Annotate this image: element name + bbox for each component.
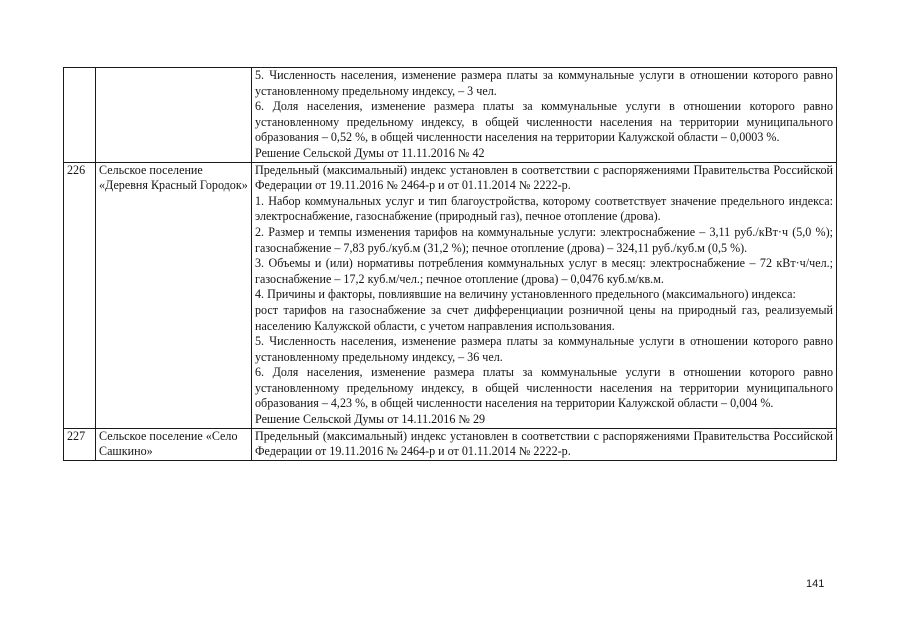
decision-reference: Решение Сельской Думы от 14.11.2016 № 29 — [255, 412, 486, 427]
row-description — [252, 162, 837, 428]
paragraph: Предельный (максимальный) индекс установлен в соответствии с распоряжениями Правительства Российской Федерации от 19.11.2016 № 2464-р и от 01.11.2014 № 2222-р. — [255, 428, 833, 459]
municipality-name: Сельское поселение «Деревня Красный Городок» — [96, 162, 252, 428]
paragraph: 2. Размер и темпы изменения тарифов на коммунальные услуги: электроснабжение – 3,11 руб./кВт·ч (5,0 %); газоснабжение – 7,83 руб./куб.м (31,2 %); печное отопление (дрова) – 324,11 руб./куб.м (0,5 %). — [255, 224, 833, 255]
indices-table — [63, 67, 837, 461]
row-number — [64, 68, 96, 163]
table-row — [64, 428, 837, 460]
municipality-name: Сельское поселение «Село Сашкино» — [96, 428, 252, 460]
paragraph: Предельный (максимальный) индекс установлен в соответствии с распоряжениями Правительства Российской Федерации от 19.11.2016 № 2464-р и от 01.11.2014 № 2222-р. — [255, 162, 833, 193]
row-number: 227 — [64, 428, 96, 460]
decision-reference: Решение Сельской Думы от 11.11.2016 № 42 — [255, 145, 485, 160]
municipality-name — [96, 68, 252, 163]
row-number: 226 — [64, 162, 96, 428]
row-description — [252, 428, 837, 460]
paragraph: 6. Доля населения, изменение размера платы за коммунальные услуги в отношении которого равно установленному предельному индексу, в общей численности населения на территории муниципального образования – 0,52 %, в общей численности населения на территории Калужской области – 0,0003 %. — [255, 99, 833, 145]
paragraph: 5. Численность населения, изменение размера платы за коммунальные услуги в отношении которого равно установленному предельному индексу, – 3 чел. — [255, 68, 833, 98]
paragraph: 3. Объемы и (или) нормативы потребления коммунальных услуг в месяц: электроснабжение – 72 кВт·ч/чел.; газоснабжение – 17,2 куб.м/чел.; печное отопление (дрова) – 0,0476 куб.м/кв.м. — [255, 256, 833, 286]
table-row — [64, 68, 837, 163]
paragraph: 4. Причины и факторы, повлиявшие на величину установленного предельного (максимального) индекса: — [255, 287, 796, 302]
page-number: 141 — [806, 578, 825, 590]
paragraph: 1. Набор коммунальных услуг и тип благоустройства, которому соответствует значение предельного индекса: электроснабжение, газоснабжение (природный газ), печное отопление (дрова). — [255, 193, 833, 224]
paragraph: 5. Численность населения, изменение размера платы за коммунальные услуги в отношении которого равно установленному предельному индексу, – 36 чел. — [255, 334, 833, 364]
row-description — [252, 68, 837, 163]
table-row — [64, 162, 837, 428]
paragraph: рост тарифов на газоснабжение за счет дифференциации розничной цены на природный газ, реализуемый населению Калужской области, с учетом направления использования. — [255, 302, 833, 333]
paragraph: 6. Доля населения, изменение размера платы за коммунальные услуги в отношении которого равно установленному предельному индексу, в общей численности населения на территории муниципального образования – 4,23 %, в общей численности населения на территории Калужской области – 0,004 %. — [255, 365, 833, 411]
